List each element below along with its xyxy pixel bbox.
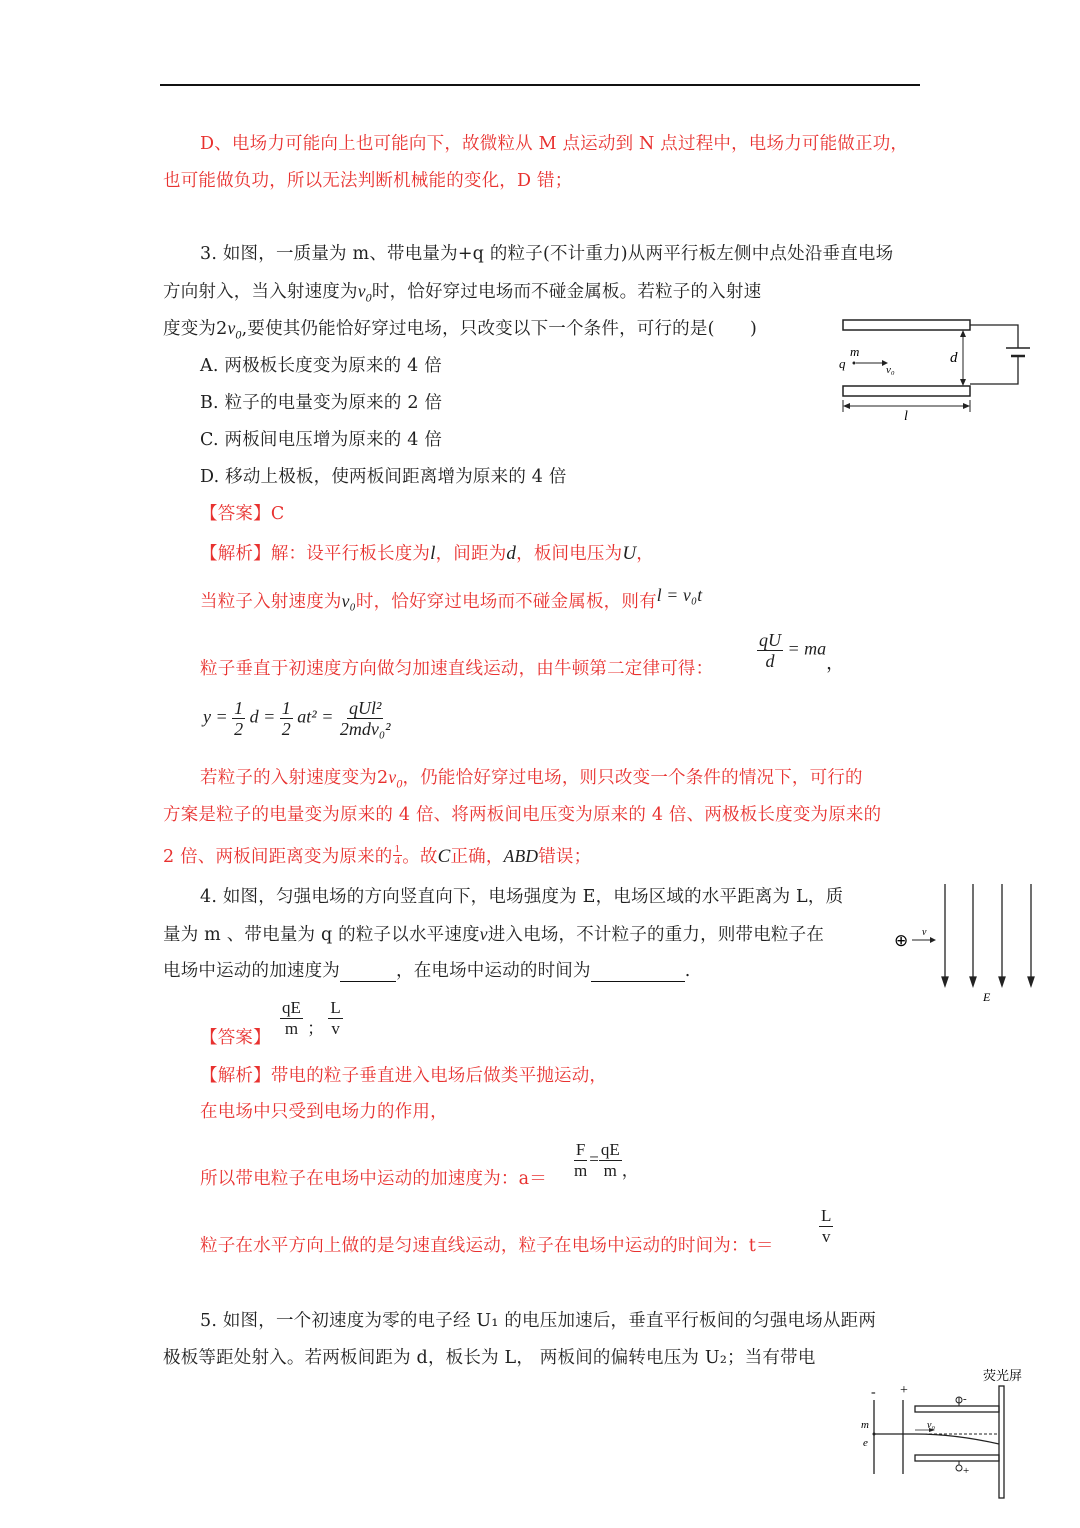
q4-fig-v: v	[922, 927, 927, 938]
q3-fig-q: q	[839, 356, 846, 371]
q5-fig-v0: v₀	[927, 1420, 935, 1431]
q3-conclusion-line2: 方案是粒子的电量变为原来的 4 倍、将两板间电压变为原来的 4 倍、两极板长度变为原来的	[163, 805, 882, 825]
q3-top-plate	[843, 320, 970, 330]
q2-d-analysis-line1: D、电场力可能向上也可能向下，故微粒从 M 点运动到 N 点过程中，电场力可能做正功，	[200, 134, 909, 154]
q4-analysis-line2: 在电场中只受到电场力的作用，	[200, 1102, 448, 1122]
q5-bottom-plate	[915, 1455, 999, 1461]
q4-acceleration-equation: $\frac{F}{m}$ = $\frac{qE}{m}$ ，	[574, 1140, 639, 1181]
q4-stem-line1: 4. 如图，匀强电场的方向竖直向下，电场强度为 E，电场区域的水平距离为 L，质	[200, 887, 844, 907]
q5-fluorescent-screen	[999, 1386, 1004, 1498]
q3-option-a: A. 两极板长度变为原来的 4 倍	[200, 356, 442, 376]
q4-stem-line2: 量为 m 、带电量为 q 的粒子以水平速度v进入电场，不计粒子的重力，则带电粒子在	[163, 924, 825, 945]
q3-newton-equation: $\frac{qU}{d}$ = ma，	[759, 630, 845, 673]
q5-fig-minus: -	[871, 1385, 876, 1400]
q3-analysis-line3: 粒子垂直于初速度方向做匀加速直线运动，由牛顿第二定律可得：	[200, 659, 714, 679]
q3-stem-line3: 度变为$2v_0$,要使其仍能恰好穿过电场，只改变以下一个条件，可行的是( )	[163, 318, 758, 342]
q5-fig-e: e	[863, 1437, 868, 1449]
q4-fig-charge: ⊕	[894, 931, 909, 950]
q3-analysis-line2: 当粒子入射速度为v₀时，恰好穿过电场而不碰金属板，则有l = v₀t	[200, 585, 703, 612]
q3-fig-l: l	[904, 409, 908, 424]
q4-fig-E: E	[983, 990, 991, 1004]
q3-bottom-plate	[843, 386, 970, 396]
q3-fig-v0: v₀	[886, 364, 895, 376]
q3-option-c: C. 两板间电压增为原来的 4 倍	[200, 430, 443, 450]
q3-fig-m: m	[850, 344, 860, 359]
q4-answer-values: $\frac{qE}{m}$ ； $\frac{L}{v}$	[282, 998, 341, 1039]
q3-stem-line1: 3. 如图，一质量为 m、带电量为+q 的粒子(不计重力)从两平行板左侧中点处沿垂直电场	[200, 244, 894, 264]
q4-time-equation: $\frac{L}{v}$	[821, 1206, 832, 1246]
q5-fig-m: m	[861, 1419, 869, 1431]
q5-fig-plus: +	[900, 1383, 908, 1398]
q4-analysis-line1: 【解析】带电的粒子垂直进入电场后做类平抛运动，	[200, 1066, 608, 1086]
q5-stem-line1: 5. 如图，一个初速度为零的电子经 U₁ 的电压加速后，垂直平行板间的匀强电场从距两	[200, 1311, 877, 1331]
q5-stem-line2: 极板等距处射入。若两板间距为 d，板长为 L， 两板间的偏转电压为 U₂；当有带电	[163, 1348, 816, 1368]
q4-analysis-line3: 所以带电粒子在电场中运动的加速度为：a＝	[200, 1169, 547, 1189]
q4-blank-acceleration[interactable]	[340, 963, 396, 982]
q3-fig-d: d	[950, 350, 958, 366]
q3-option-b: B. 粒子的电量变为原来的 2 倍	[200, 393, 443, 413]
q3-conclusion-line3: 2 倍、两板间距离变为原来的 $\frac{1}{4}$ 。故C正确，ABD错误；	[163, 843, 592, 867]
q3-displacement-equation: y = $\frac{1}{2}$ d = $\frac{1}{2}$ at² = $\frac{\text{qUl²}}{\text{2mdv₀²}}$	[203, 698, 391, 739]
q5-fig-screen-label: 荧光屏	[983, 1368, 1023, 1383]
q3-answer: 【答案】C	[200, 504, 285, 524]
q3-stem-line2: 方向射入，当入射速度为$v_0$时，恰好穿过电场而不碰金属板。若粒子的入射速	[163, 281, 762, 305]
q3-analysis-line1: 【解析】解：设平行板长度为l，间距为d，板间电压为U，	[200, 543, 654, 564]
q4-answer-tag: 【答案】	[200, 1028, 271, 1048]
q5-top-plate	[915, 1406, 999, 1412]
q4-analysis-line4: 粒子在水平方向上做的是匀速直线运动，粒子在电场中运动的时间为：t＝	[200, 1236, 774, 1256]
q3-parallel-plate-figure	[838, 316, 1038, 426]
q5-deflection-figure	[855, 1362, 1035, 1502]
q5-fig-bottom-sign: +	[963, 1465, 970, 1477]
q5-fig-top-sign: -	[963, 1393, 967, 1405]
q3-option-d: D. 移动上极板，使两板间距离增为原来的 4 倍	[200, 467, 567, 487]
q4-blank-time[interactable]	[591, 963, 685, 982]
q2-d-analysis-line2: 也可能做负功，所以无法判断机械能的变化，D 错；	[163, 171, 573, 191]
header-rule	[160, 84, 920, 86]
q4-stem-line3: 电场中运动的加速度为 ，在电场中运动的时间为 .	[163, 961, 691, 981]
q3-conclusion-line1: 若粒子的入射速度变为$2v_0$，仍能恰好穿过电场，则只改变一个条件的情况下，可行的	[200, 767, 863, 791]
q4-field-figure	[890, 880, 1050, 1008]
